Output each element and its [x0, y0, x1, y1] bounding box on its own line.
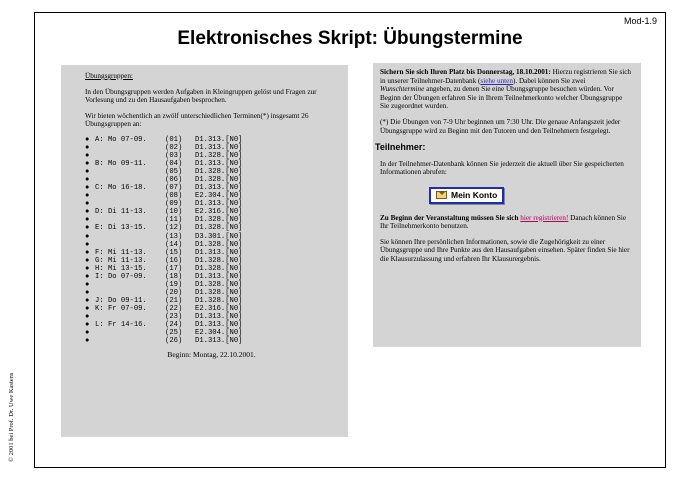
schedule-group: (23) [165, 313, 183, 321]
exercise-groups-panel [61, 65, 348, 437]
schedule-room: D1.313.[N0] [195, 184, 243, 193]
schedule-row [85, 233, 338, 241]
schedule-day: J: Do 09-11. [95, 296, 147, 305]
schedule-group: (04) [165, 160, 183, 169]
schedule-room: D1.328.[N0] [195, 280, 243, 289]
bullet-icon: ● [85, 232, 90, 241]
schedule-row [85, 273, 338, 281]
bullet-icon: ● [85, 216, 90, 225]
bullet-icon: ● [85, 192, 90, 201]
register-info [380, 68, 631, 111]
page-title: Elektronisches Skript: Übungstermine [177, 28, 523, 49]
schedule-day [95, 281, 165, 289]
schedule-room: D1.328.[N0] [195, 264, 243, 273]
schedule-room: D1.313.[N0] [195, 313, 243, 321]
schedule-row [85, 337, 338, 345]
my-account-button[interactable] [429, 187, 504, 204]
schedule-day [95, 216, 165, 224]
schedule-day [95, 289, 165, 297]
bullet-icon: ● [85, 160, 90, 169]
schedule-room: D3.301.[N0] [195, 232, 243, 241]
bullet-icon: ● [85, 288, 90, 297]
schedule-row [85, 152, 338, 160]
bullet-icon: ● [85, 144, 90, 153]
slide-id: Mod-1.9 [623, 16, 657, 26]
schedule-row [85, 289, 338, 297]
personal-info-text: Sie können Ihre persönlichen Informationen, sowie die Zugehörigkeit zu einer Übungsgruppe und Ihre Punkte aus den Hausaufgaben einsehen. Später finden Sie hier die Klausurzulassung und erfahren Ihr Klausurergebnis. [380, 237, 630, 263]
register-text-c: angeben, zu denen Sie eine Übungsgruppe besuchen würden. Vor Beginn der Übungen erfahren Sie in Ihrem Teilnehmerkonto welcher Übungsgruppe Sie zugeordnet wurden. [380, 85, 623, 111]
schedule-row [85, 184, 338, 192]
register-text-b: ). Dabei können Sie zwei [512, 76, 586, 85]
see-below-link[interactable]: siehe unten [480, 76, 513, 85]
schedule-room: D1.328.[N0] [195, 296, 243, 305]
schedule-room: D1.328.[N0] [195, 256, 243, 265]
schedule-group: (08) [165, 192, 183, 201]
participants-heading: Teilnehmer: [375, 142, 426, 153]
schedule-group: (26) [165, 337, 183, 346]
bullet-icon: ● [85, 208, 90, 217]
schedule-room: D1.313.[N0] [195, 272, 243, 281]
schedule-day [95, 337, 165, 345]
my-account-label: Mein Konto [451, 189, 498, 200]
schedule-day: L: Fr 14-16. [95, 321, 147, 330]
schedule-day [95, 200, 165, 208]
schedule-room: D1.313.[N0] [195, 135, 243, 144]
schedule-row [85, 160, 338, 168]
schedule-row [85, 257, 338, 265]
schedule-row [85, 321, 338, 329]
schedule-row [85, 265, 338, 273]
schedule-room: D1.313.[N0] [195, 321, 243, 330]
bullet-icon: ● [85, 337, 90, 346]
bullet-icon: ● [85, 240, 90, 249]
bullet-icon: ● [85, 256, 90, 265]
schedule-day: B: Mo 09-11. [95, 160, 147, 169]
bullet-icon: ● [85, 135, 90, 144]
schedule-room: D1.313.[N0] [195, 200, 243, 209]
schedule-row [85, 200, 338, 208]
schedule-room: D1.313.[N0] [195, 144, 243, 153]
schedule-group: (24) [165, 321, 183, 330]
schedule-group: (21) [165, 296, 183, 305]
schedule-row [85, 224, 338, 232]
schedule-room: D1.313.[N0] [195, 160, 243, 169]
schedule-group: (25) [165, 329, 183, 338]
schedule-group: (12) [165, 224, 183, 233]
schedule-room: D1.328.[N0] [195, 176, 243, 185]
schedule-row [85, 192, 338, 200]
bullet-icon: ● [85, 264, 90, 273]
schedule-group: (18) [165, 272, 183, 281]
schedule-day: A: Mo 07-09. [95, 135, 147, 144]
bullet-icon: ● [85, 296, 90, 305]
schedule-day [95, 168, 165, 176]
bullet-icon: ● [85, 168, 90, 177]
schedule-group: (19) [165, 280, 183, 289]
schedule-group: (11) [165, 216, 183, 225]
schedule-group: (10) [165, 208, 183, 217]
schedule-group: (22) [165, 304, 183, 313]
schedule-group: (02) [165, 144, 183, 153]
register-here-after: Danach können Sie Ihr Teilnehmerkonto benutzen. [380, 213, 627, 231]
schedule-row [85, 176, 338, 184]
schedule-room: D1.328.[N0] [195, 216, 243, 225]
groups-intro: In den Übungsgruppen werden Aufgaben in Kleingruppen gelöst und Fragen zur Vorlesung und zu den Hausaufgaben besprochen. [85, 87, 317, 105]
bullet-icon: ● [85, 321, 90, 330]
schedule-row [85, 144, 338, 152]
schedule-day [95, 192, 165, 200]
schedule-day: H: Mi 13-15. [95, 264, 147, 273]
bullet-icon: ● [85, 176, 90, 185]
schedule-day [95, 241, 165, 249]
schedule-day: I: Do 07-09. [95, 272, 147, 281]
schedule-room: D1.328.[N0] [195, 224, 243, 233]
bullet-icon: ● [85, 184, 90, 193]
bullet-icon: ● [85, 280, 90, 289]
schedule-day: C: Mo 16-18. [95, 184, 147, 193]
bullet-icon: ● [85, 313, 90, 321]
schedule-group: (15) [165, 248, 183, 257]
schedule-room: E2.316.[N0] [195, 208, 243, 217]
schedule-row [85, 136, 338, 144]
schedule-room: E2.304.[N0] [195, 192, 243, 201]
schedule-day: F: Mi 11-13. [95, 248, 147, 257]
schedule-row [85, 297, 338, 305]
schedule-room: D1.328.[N0] [195, 152, 243, 161]
schedule-group: (07) [165, 184, 183, 193]
schedule-row [85, 168, 338, 176]
schedule-row [85, 305, 338, 313]
schedule-day [95, 144, 165, 152]
schedule-room: E2.304.[N0] [195, 329, 243, 338]
schedule-group: (06) [165, 176, 183, 185]
schedule-group: (13) [165, 232, 183, 241]
registration-panel [373, 63, 641, 347]
schedule-group: (01) [165, 135, 183, 144]
schedule-row [85, 249, 338, 257]
register-deadline: Sichern Sie sich Ihren Platz bis Donnerstag, 18.10.2001: [380, 68, 551, 76]
schedule-list [85, 136, 338, 345]
schedule-row [85, 313, 338, 321]
schedule-day: K: Fr 07-09. [95, 304, 147, 313]
schedule-group: (14) [165, 240, 183, 249]
register-here-link[interactable]: hier registrieren! [520, 213, 569, 222]
schedule-room: E2.316.[N0] [195, 304, 243, 313]
copyright: © 2001 bei Prof. Dr. Uwe Kastens [8, 372, 15, 462]
schedule-row [85, 208, 338, 216]
schedule-day: D: Di 11-13. [95, 208, 147, 217]
schedule-group: (09) [165, 200, 183, 209]
schedule-group: (16) [165, 256, 183, 265]
schedule-day: G: Mi 11-13. [95, 256, 147, 265]
register-here-text [380, 214, 631, 231]
schedule-room: D1.328.[N0] [195, 168, 243, 177]
schedule-row [85, 241, 338, 249]
bullet-icon: ● [85, 200, 90, 209]
bullet-icon: ● [85, 329, 90, 338]
bullet-icon: ● [85, 304, 90, 313]
schedule-day [95, 313, 165, 321]
schedule-room: D1.328.[N0] [195, 288, 243, 297]
bullet-icon: ● [85, 152, 90, 161]
schedule-day: E: Di 13-15. [95, 224, 147, 233]
groups-offer: Wir bieten wöchentlich an zwölf unterschiedlichen Terminen(*) insgesamt 26 Übungsgruppen an: [85, 111, 309, 129]
begin-date: Beginn: Montag, 22.10.2001. [167, 350, 256, 360]
wish-dates-text: Wunschtermine [380, 85, 425, 94]
schedule-day [95, 176, 165, 184]
bullet-icon: ● [85, 224, 90, 233]
schedule-group: (05) [165, 168, 183, 177]
envelope-icon [436, 191, 447, 199]
slide-frame [34, 12, 666, 468]
bullet-icon: ● [85, 272, 90, 281]
schedule-day [95, 329, 165, 337]
start-time-note: (*) Die Übungen von 7-9 Uhr beginnen um 7:30 Uhr. Die genaue Anfangszeit jeder Übungsgruppe wird zu Beginn mit den Tutoren und den Teilnehmern festgelegt. [380, 117, 621, 135]
schedule-group: (17) [165, 264, 183, 273]
groups-heading: Übungsgruppen: [85, 72, 133, 80]
database-info: In der Teilnehmer-Datenbank können Sie jederzeit die aktuell über Sie gespeicherten Informationen abrufen: [380, 159, 624, 177]
schedule-room: D1.328.[N0] [195, 240, 243, 249]
schedule-day [95, 152, 165, 160]
schedule-group: (20) [165, 288, 183, 297]
schedule-day [95, 233, 165, 241]
schedule-row [85, 216, 338, 224]
bullet-icon: ● [85, 248, 90, 257]
schedule-row [85, 281, 338, 289]
schedule-room: D1.313.[N0] [195, 248, 243, 257]
register-here-bold: Zu Beginn der Veranstaltung müssen Sie sich [380, 213, 521, 222]
schedule-room: D1.313.[N0] [195, 337, 243, 346]
schedule-row [85, 329, 338, 337]
register-text-a: Hierzu registrieren Sie sich in unserer Teilnehmer-Datenbank ( [380, 68, 632, 85]
schedule-group: (03) [165, 152, 183, 161]
